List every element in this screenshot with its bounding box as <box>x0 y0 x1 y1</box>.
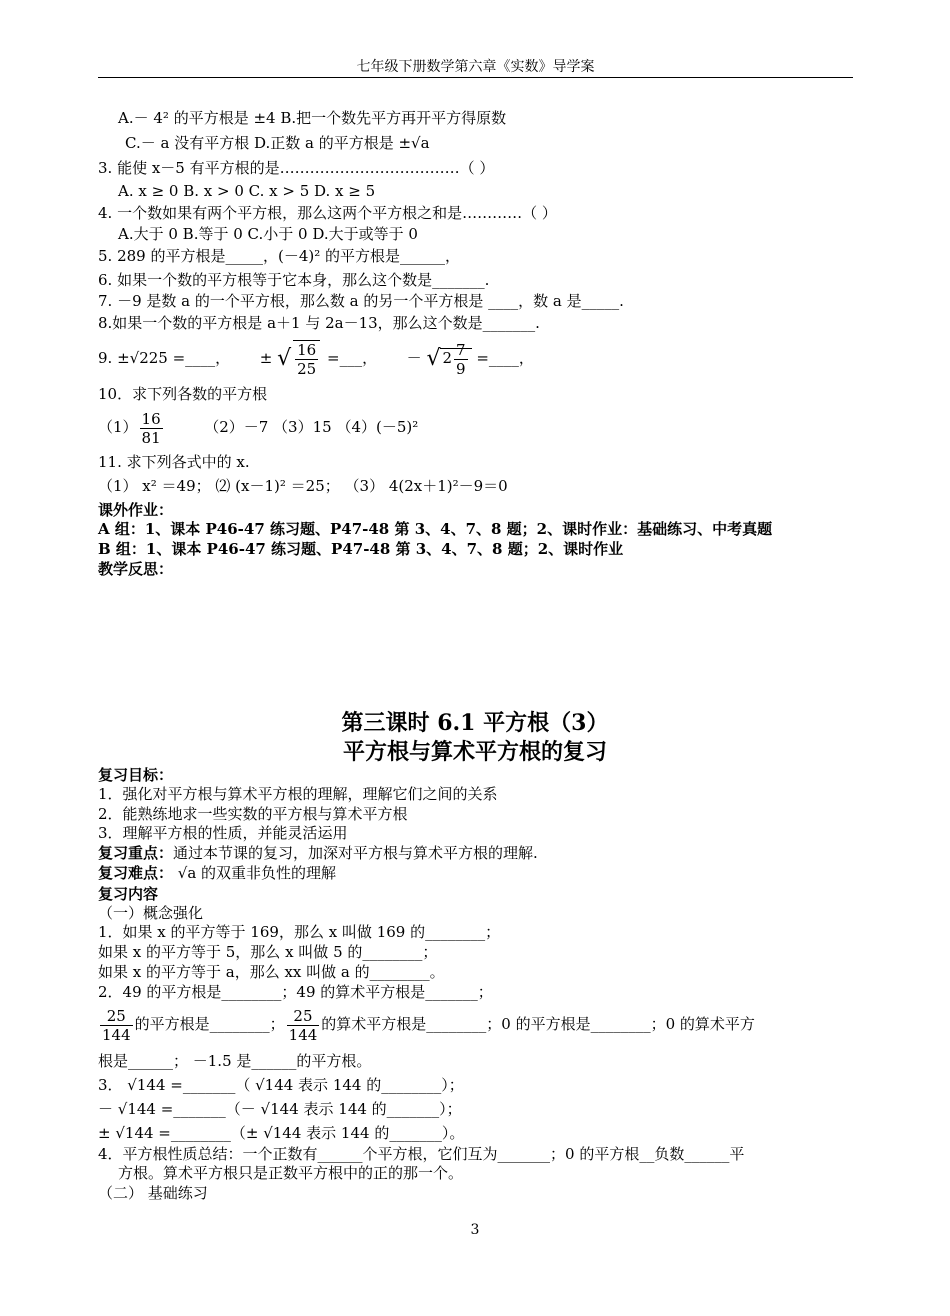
concept-4b: 方根。算术平方根只是正数平方根中的正的那一个。 <box>118 1164 464 1182</box>
question-9: 9. ±√225 =____， ± √ $\frac{16}{25}$ =___， － √ 2 $\frac{7}{9}$ =____， <box>98 340 534 378</box>
question-7: 7. －9 是数 a 的一个平方根，那么数 a 的另一个平方根是 ____，数 a 是_____. <box>98 292 624 310</box>
question-11-options: （1） x² ＝49； ⑵ (x－1)² ＝25； （3） 4(2x＋1)²－9＝0 <box>98 477 508 495</box>
concept-1b: 如果 x 的平方等于 5，那么 x 叫做 5 的________； <box>98 943 438 961</box>
q9-part-a: 9. ±√225 =____， <box>98 349 231 367</box>
review-goals-title: 复习目标： <box>98 766 174 784</box>
question-8: 8.如果一个数的平方根是 a＋1 与 2a－13，那么这个数是_______. <box>98 314 540 332</box>
q9-minus: － <box>406 349 422 367</box>
homework-title: 课外作业： <box>98 501 174 519</box>
question-4: 4. 一个数如果有两个平方根，那么这两个平方根之和是…………（ ） <box>98 204 557 222</box>
question-4-options: A.大于 0 B.等于 0 C.小于 0 D.大于或等于 0 <box>118 225 418 243</box>
question-3: 3. 能使 x－5 有平方根的是………………………………（ ） <box>98 159 495 177</box>
homework-group-a: A 组：1、课本 P46-47 练习题、P47-48 第 3、4、7、8 题；2、课时作业：基础练习、中考真题 <box>98 520 773 538</box>
page-number: 3 <box>470 1222 480 1238</box>
q2-options-line1: A.－ 4² 的平方根是 ±4 B.把一个数先平方再开平方得原数 <box>118 109 507 127</box>
concept-3b: － √144 =_______（－ √144 表示 144 的_______）； <box>98 1100 462 1118</box>
concept-2c: 根是______； －1.5 是______的平方根。 <box>98 1052 372 1070</box>
reflection-title: 教学反思： <box>98 560 174 578</box>
lesson-subtitle: 平方根与算术平方根的复习 <box>342 739 607 765</box>
q9-fraction: $\frac{16}{25}$ <box>293 340 320 378</box>
review-goal-3: 3．理解平方根的性质，并能灵活运用 <box>98 824 348 842</box>
q9-plus-minus: ± <box>259 349 273 367</box>
concept-2a: 2．49 的平方根是________；49 的算术平方根是_______； <box>98 983 493 1001</box>
q10-remaining-items: （2）－7 （3）15 （4）(－5)² <box>204 418 419 436</box>
question-10-items <box>98 405 418 449</box>
q10-item-1-label: （1） <box>98 418 138 436</box>
review-content-title: 复习内容 <box>98 885 159 903</box>
review-key-point: 复习重点：通过本节课的复习，加深对平方根与算术平方根的理解. <box>98 844 538 862</box>
review-goal-2: 2．能熟练地求一些实数的平方根与算术平方根 <box>98 805 408 823</box>
review-difficulty: 复习难点： √a 的双重非负性的理解 <box>98 864 337 882</box>
q9-part-b: =___， <box>327 349 378 367</box>
page-header: 七年级下册数学第六章《实数》导学案 <box>356 59 595 75</box>
concept-2b: $\frac{25}{144}$ 的平方根是________； $\frac{25}{144}$ 的算术平方根是________；0 的平方根是________；0 的算术平方 <box>102 1006 755 1044</box>
q2-options-line2: C.－ a 没有平方根 D.正数 a 的平方根是 ±√a <box>125 134 430 152</box>
q9-part-c: =____， <box>476 349 534 367</box>
question-3-options: A. x ≥ 0 B. x > 0 C. x > 5 D. x ≥ 5 <box>118 182 376 200</box>
question-5: 5. 289 的平方根是_____，(－4)² 的平方根是______， <box>98 247 461 265</box>
review-goal-1: 1．强化对平方根与算术平方根的理解，理解它们之间的关系 <box>98 785 498 803</box>
section-concepts: （一）概念强化 <box>98 904 204 922</box>
concept-1c: 如果 x 的平方等于 a，那么 xx 叫做 a 的________。 <box>98 963 445 981</box>
section-basic-practice: （二） 基础练习 <box>98 1184 208 1202</box>
concept-3a: 3． √144 =_______（ √144 表示 144 的________）； <box>98 1076 464 1094</box>
c2-fraction-2: $\frac{25}{144}$ <box>288 1006 318 1044</box>
question-10: 10．求下列各数的平方根 <box>98 385 268 403</box>
q10-item-1-fraction: $\frac{16}{81}$ <box>141 409 161 447</box>
homework-group-b: B 组：1、课本 P46-47 练习题、P47-48 第 3、4、7、8 题；2、课时作业 <box>98 540 624 558</box>
lesson-title: 第三课时 6.1 平方根（3） <box>341 710 609 736</box>
c2-fraction-1: $\frac{25}{144}$ <box>102 1006 131 1044</box>
concept-4a: 4．平方根性质总结：一个正数有______个平方根，它们互为_______；0 的平方根__负数______平 <box>98 1145 745 1163</box>
concept-3c: ± √144 =________（± √144 表示 144 的_______）。 <box>98 1124 465 1142</box>
question-11: 11. 求下列各式中的 x. <box>98 453 250 471</box>
q9-mixed-number: 2 $\frac{7}{9}$ <box>440 348 471 367</box>
question-6: 6. 如果一个数的平方根等于它本身，那么这个数是_______. <box>98 271 490 289</box>
header-rule <box>98 77 853 78</box>
concept-1a: 1．如果 x 的平方等于 169，那么 x 叫做 169 的________； <box>98 923 501 941</box>
